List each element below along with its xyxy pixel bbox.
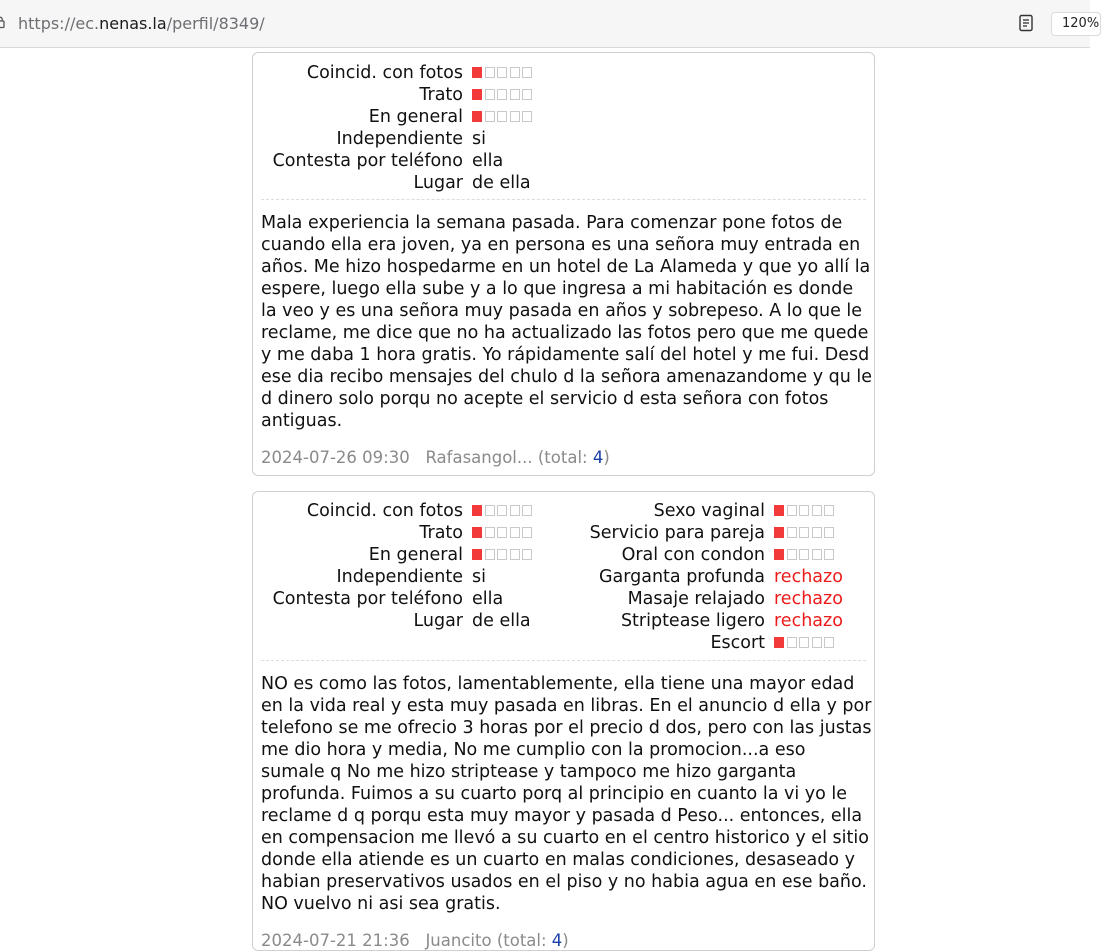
review-meta xyxy=(261,447,610,469)
attr-value: si xyxy=(472,129,486,149)
rating-boxes xyxy=(774,505,837,517)
attr-value: ella xyxy=(472,151,504,171)
total-count-link[interactable]: 4 xyxy=(592,448,604,467)
attr-label: Masaje relajado xyxy=(627,589,765,609)
attr-label: Coincid. con fotos xyxy=(306,63,463,83)
review-text: Mala experiencia la semana pasada. Para comenzar pone fotos de cuando ella era joven, ya en persona es una señora muy entrada en años. Me hizo hospedarme en un hotel de La Alameda y que yo allí la espere, luego ella sube y a lo que ingresa a mi habitación es donde la veo y es una señora muy pasada en años y sobrepeso. A lo que le reclame, me dice que no ha actualizado las fotos pero que me quede y me daba 1 hora gratis. Yo rápidamente salí del hotel y me fui. Desd ese dia recibo mensajes del chulo d la señora amenazandome y qu le d dinero solo porqu no acepte el servicio d esta señora con fotos antiguas. xyxy=(261,213,873,431)
url-field[interactable] xyxy=(18,14,265,33)
attr-row xyxy=(253,84,463,106)
attr-label: En general xyxy=(368,545,463,565)
attr-row xyxy=(553,500,765,522)
review-meta xyxy=(261,930,569,952)
attr-label: Sexo vaginal xyxy=(653,501,765,521)
attr-row xyxy=(253,106,463,128)
attr-row xyxy=(253,544,463,566)
attr-value-rechazo: rechazo xyxy=(774,567,843,587)
attr-value: de ella xyxy=(472,611,531,631)
attr-row xyxy=(253,62,463,84)
attr-row xyxy=(553,610,765,632)
total-count-link[interactable]: 4 xyxy=(551,931,563,950)
attr-row xyxy=(253,150,463,172)
total-close: ) xyxy=(603,448,610,467)
rating-boxes xyxy=(774,637,837,649)
total-label: (total: xyxy=(496,931,552,950)
attr-row xyxy=(253,588,463,610)
attr-label: Garganta profunda xyxy=(598,567,765,587)
review-date: 2024-07-26 09:30 xyxy=(261,448,410,467)
attr-label: Contesta por teléfono xyxy=(272,151,463,171)
attr-label: Oral con condon xyxy=(621,545,765,565)
review-author[interactable]: Juancito xyxy=(425,931,492,950)
attr-row xyxy=(253,522,463,544)
attr-value: de ella xyxy=(472,173,531,193)
url-path: /perfil/8349/ xyxy=(166,14,265,33)
attr-label: Striptease ligero xyxy=(620,611,765,631)
attr-label: Coincid. con fotos xyxy=(306,501,463,521)
attr-label: Independiente xyxy=(336,567,463,587)
rating-boxes xyxy=(774,527,837,539)
total-label: (total: xyxy=(537,448,593,467)
attr-label: En general xyxy=(368,107,463,127)
review-card xyxy=(252,491,875,951)
divider xyxy=(261,199,866,200)
rating-boxes xyxy=(774,549,837,561)
url-host: nenas.la xyxy=(99,14,167,33)
review-date: 2024-07-21 21:36 xyxy=(261,931,410,950)
lock-icon xyxy=(0,16,5,28)
attr-label: Trato xyxy=(419,85,463,105)
attr-label: Independiente xyxy=(336,129,463,149)
attr-row xyxy=(553,566,765,588)
attr-row xyxy=(253,128,463,150)
attr-row xyxy=(553,544,765,566)
rating-boxes xyxy=(472,527,535,539)
divider xyxy=(261,660,866,661)
attr-row xyxy=(253,500,463,522)
attr-value: si xyxy=(472,567,486,587)
attr-row xyxy=(253,610,463,632)
attr-row xyxy=(253,566,463,588)
attr-label: Servicio para pareja xyxy=(589,523,765,543)
rating-boxes xyxy=(472,549,535,561)
review-card xyxy=(252,52,875,476)
rating-boxes xyxy=(472,67,535,79)
attr-row xyxy=(553,632,765,654)
attr-value-rechazo: rechazo xyxy=(774,589,843,609)
reader-view-icon[interactable] xyxy=(1017,14,1035,32)
attr-label: Trato xyxy=(419,523,463,543)
rating-boxes xyxy=(472,505,535,517)
total-close: ) xyxy=(562,931,569,950)
attr-label: Contesta por teléfono xyxy=(272,589,463,609)
browser-address-bar xyxy=(0,0,1100,48)
rating-boxes xyxy=(472,111,535,123)
attr-label: Lugar xyxy=(413,611,463,631)
attr-value-rechazo: rechazo xyxy=(774,611,843,631)
rating-boxes xyxy=(472,89,535,101)
zoom-level-button[interactable]: 120% xyxy=(1051,12,1101,36)
attr-label: Lugar xyxy=(413,173,463,193)
review-author[interactable]: Rafasangol... xyxy=(425,448,533,467)
attr-label: Escort xyxy=(710,633,765,653)
review-text: NO es como las fotos, lamentablemente, ella tiene una mayor edad en la vida real y esta muy pasada en libras. En el anuncio d ella y por telefono se me ofrecio 3 horas por el precio d dos, pero con las justas me dio hora y media, No me cumplio con la promocion...a eso sumale q No me hizo striptease y tampoco me hizo garganta profunda. Fuimos a su cuarto porq al principio en cuanto la vi yo le reclame d q porqu esta muy mayor y pasada d Peso... entonces, ella en compensacion me llevó a su cuarto en el centro historico y el sitio donde ella atiende es un cuarto en malas condiciones, desaseado y habian preservativos usados en el piso y no habia agua en ese baño. NO vuelvo ni asi sea gratis. xyxy=(261,674,872,914)
attr-row xyxy=(553,588,765,610)
attr-value: ella xyxy=(472,589,504,609)
url-prefix: https://ec. xyxy=(18,14,100,33)
attr-row xyxy=(553,522,765,544)
attr-row xyxy=(253,172,463,194)
